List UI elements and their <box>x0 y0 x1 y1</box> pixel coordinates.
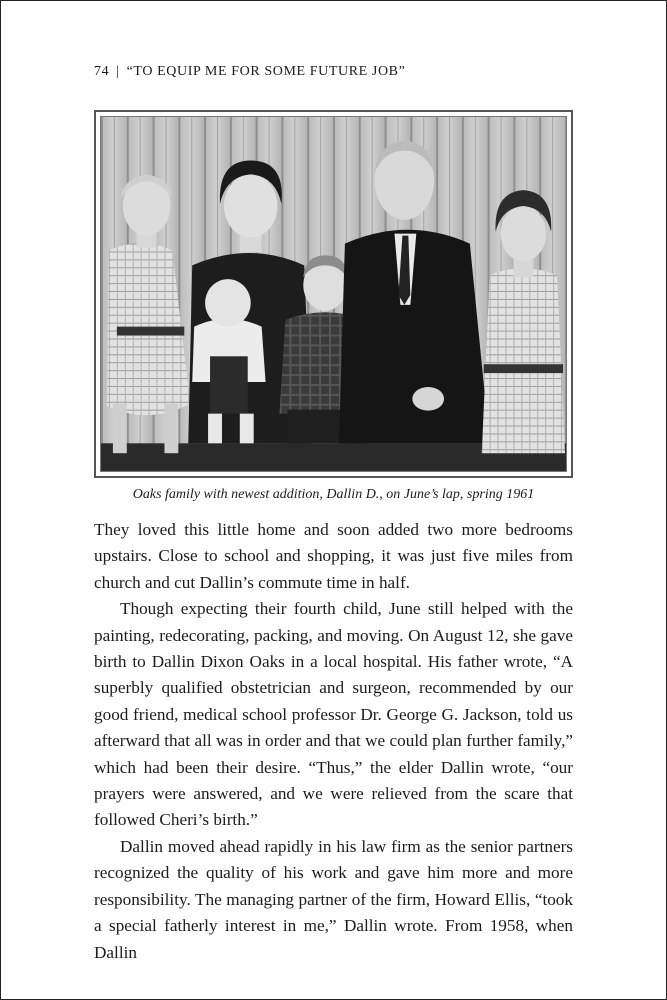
running-header <box>94 64 405 80</box>
paragraph: Dallin moved ahead rapidly in his law firm as the senior partners recognized the quality of his work and gave him more and more responsibility. The managing partner of the firm, Howard Ellis, “took a special fatherly interest in me,” Dallin wrote. From 1958, when Dallin <box>94 836 573 962</box>
family-photo-illustration <box>101 117 566 471</box>
paragraph: Though expecting their fourth child, June still helped with the painting, redecorating, packing, and moving. On August 12, she gave birth to Dallin Dixon Oaks in a local hospital. His father wrote, “A superbly qualified obstetrician and surgeon, recommended by our good friend, medical school professor Dr. George G. Jackson, told us afterward that all was in order and that we could plan further family,” which had been their desire. “Thus,” the elder Dallin wrote, “our prayers were answered, and we were relieved from the scare that followed Cheri’s birth.” <box>94 599 573 830</box>
photo-image <box>100 116 567 472</box>
photo-caption: Oaks family with newest addition, Dallin D., on June’s lap, spring 1961 <box>132 487 535 502</box>
paragraph: They loved this little home and soon added two more bedrooms upstairs. Close to school and shopping, it was just five miles from church and cut Dallin’s commute time in half. <box>94 520 573 592</box>
family-photo <box>94 110 573 478</box>
body-text <box>94 517 573 966</box>
page-number: 74 <box>94 64 110 79</box>
chapter-title: “TO EQUIP ME FOR SOME FUTURE JOB” <box>126 64 406 79</box>
header-separator: | <box>116 64 120 79</box>
